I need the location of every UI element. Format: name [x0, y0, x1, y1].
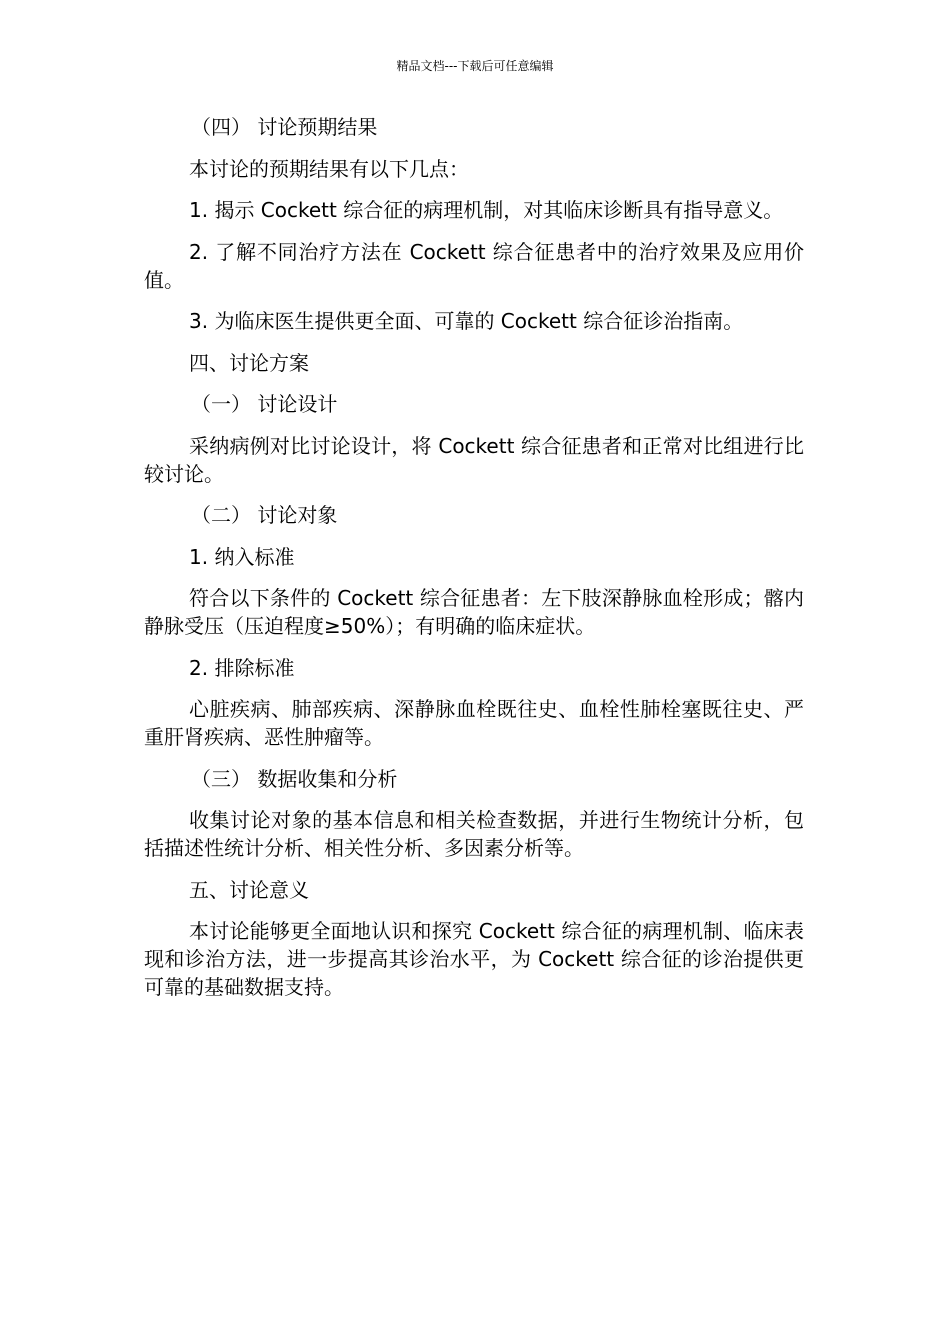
subsection-heading-data-analysis: （三） 数据收集和分析 — [191, 766, 398, 791]
heading-exclusion-criteria: 2. 排除标准 — [189, 655, 295, 680]
section-heading-expected-results: （四） 讨论预期结果 — [191, 115, 378, 139]
paragraph-design: 采纳病例对比讨论设计，将 Cockett 综合征患者和正常对比组进行比较讨论。 — [144, 433, 804, 486]
subsection-heading-subjects: （二） 讨论对象 — [191, 503, 338, 527]
list-item-expected-1: 1. 揭示 Cockett 综合征的病理机制，对其临床诊断具有指导意义。 — [189, 198, 784, 222]
paragraph-inclusion-criteria: 符合以下条件的 Cockett 综合征患者：左下肢深静脉血栓形成；髂内静脉受压（压迫程度≥50%）；有明确的临床症状。 — [144, 586, 804, 638]
heading-inclusion-criteria: 1. 纳入标准 — [189, 544, 295, 569]
list-item-expected-2: 2. 了解不同治疗方法在 Cockett 综合征患者中的治疗效果及应用价值。 — [144, 239, 804, 292]
section-heading-plan: 四、讨论方案 — [189, 350, 309, 375]
section-heading-significance: 五、讨论意义 — [189, 877, 309, 902]
paragraph-significance: 本讨论能够更全面地认识和探究 Cockett 综合征的病理机制、临床表现和诊治方法，进一步提高其诊治水平，为 Cockett 综合征的诊治提供更可靠的基础数据支持。 — [144, 919, 804, 999]
paragraph-expected-intro: 本讨论的预期结果有以下几点： — [189, 156, 469, 181]
subsection-heading-design: （一） 讨论设计 — [191, 392, 338, 416]
page-header: 精品文档---下载后可任意编辑 — [396, 59, 554, 73]
list-item-expected-3: 3. 为临床医生提供更全面、可靠的 Cockett 综合征诊治指南。 — [189, 309, 744, 333]
paragraph-exclusion-criteria: 心脏疾病、肺部疾病、深静脉血栓既往史、血栓性肺栓塞既往史、严重肝肾疾病、恶性肿瘤等。 — [144, 697, 804, 749]
paragraph-data-analysis: 收集讨论对象的基本信息和相关检查数据，并进行生物统计分析，包括描述性统计分析、相关性分析、多因素分析等。 — [144, 808, 804, 860]
document-body — [144, 113, 804, 1015]
